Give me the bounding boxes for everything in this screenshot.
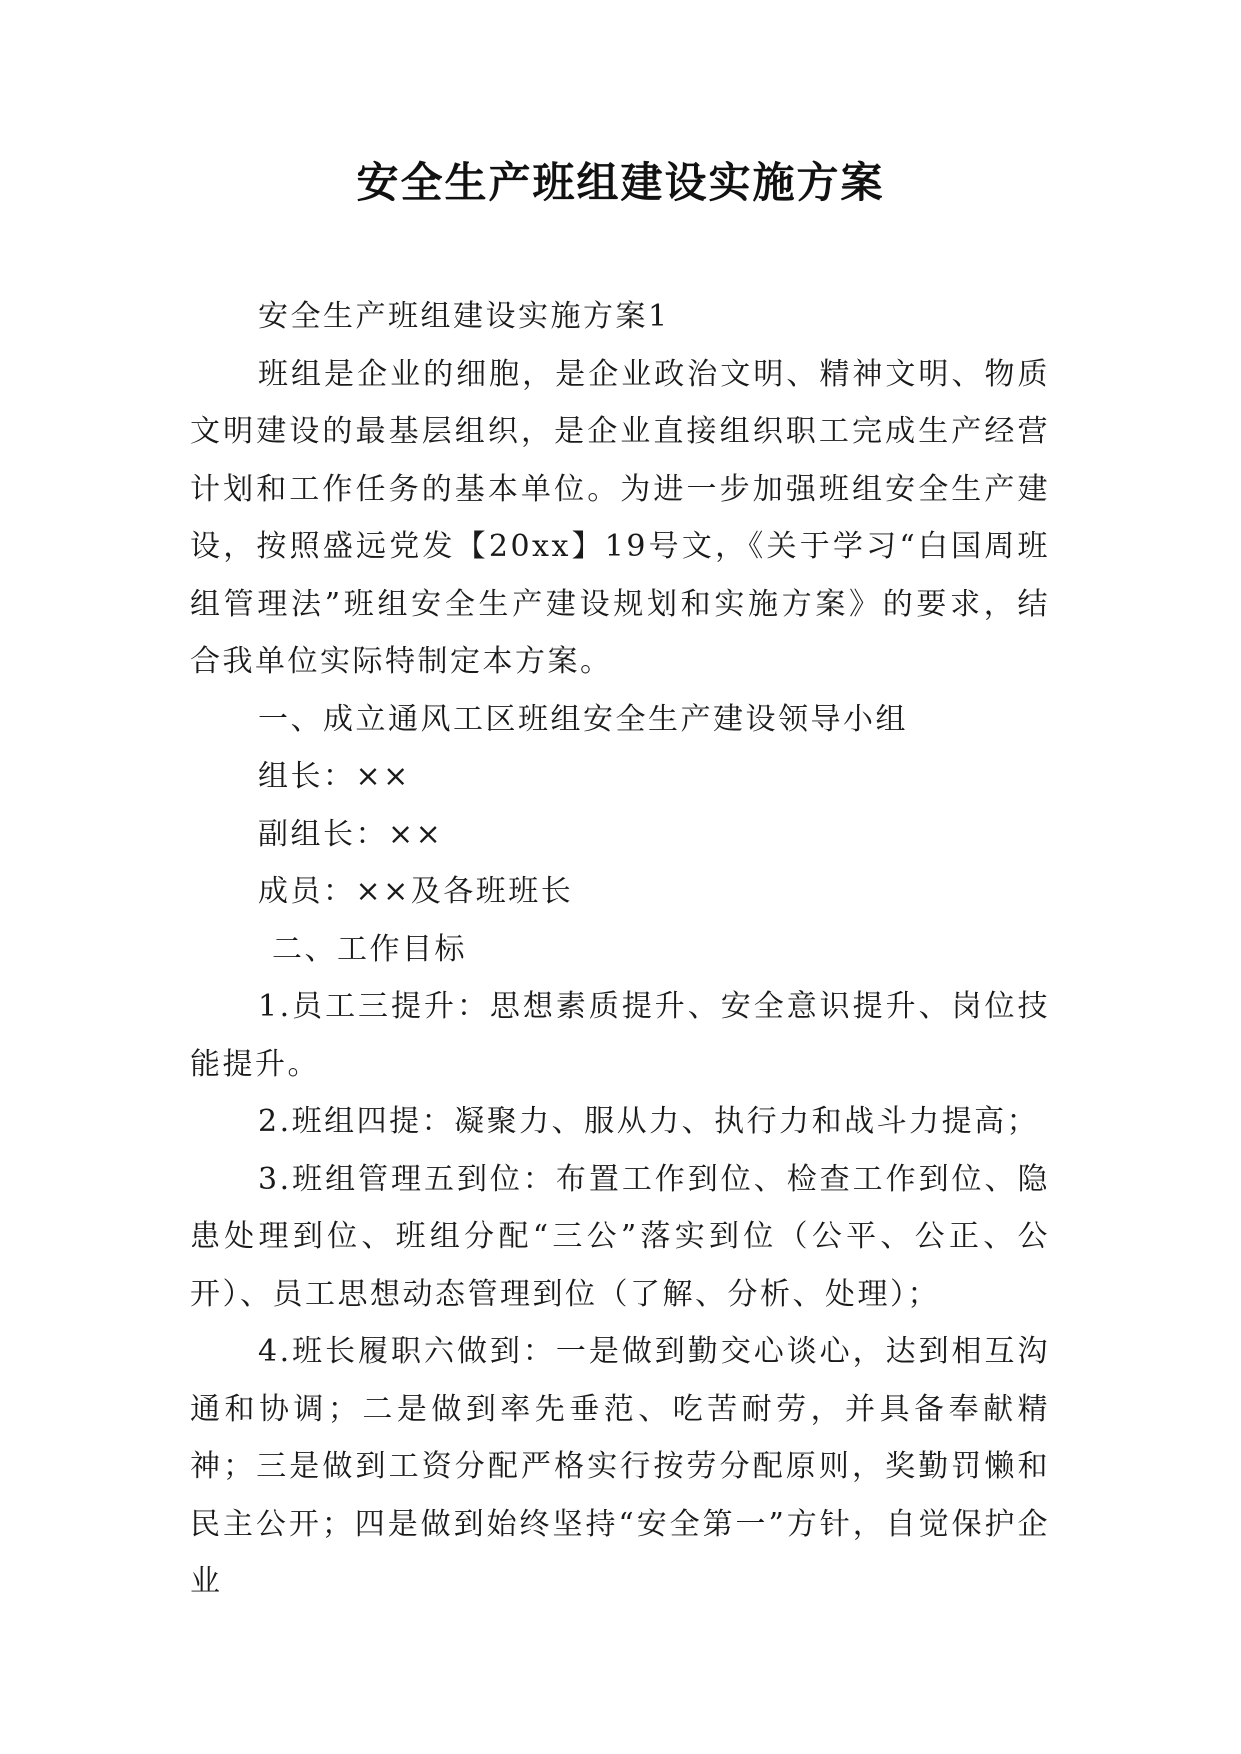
paragraph-goal-4: 4.班长履职六做到：一是做到勤交心谈心，达到相互沟通和协调；二是做到率先垂范、吃苦耐劳，并具备奉献精神；三是做到工资分配严格实行按劳分配原则，奖勤罚懒和民主公开；四是做到始终坚持“安全第一”方针，自觉保护企业 [190, 1334, 1050, 1599]
paragraph-members: 成员：××及各班班长 [258, 874, 574, 909]
heading-section-2: 二、工作目标 [272, 931, 467, 967]
paragraph-goal-1: 1.员工三提升：思想素质提升、安全意识提升、岗位技能提升。 [190, 989, 1050, 1082]
document-body [190, 288, 1050, 1611]
paragraph-subtitle: 安全生产班组建设实施方案1 [258, 299, 670, 334]
heading-section-1: 一、成立通风工区班组安全生产建设领导小组 [258, 701, 908, 737]
paragraph-goal-2: 2.班组四提：凝聚力、服从力、执行力和战斗力提高； [258, 1104, 1040, 1139]
paragraph-leader: 组长：×× [258, 759, 411, 794]
paragraph-deputy-leader: 副组长：×× [258, 816, 444, 852]
document-title: 安全生产班组建设实施方案 [356, 158, 885, 207]
paragraph-intro: 班组是企业的细胞，是企业政治文明、精神文明、物质文明建设的最基层组织，是企业直接组织职工完成生产经营计划和工作任务的基本单位。为进一步加强班组安全生产建设，按照盛远党发【20xx】19号文，《关于学习“白国周班组管理法”班组安全生产建设规划和实施方案》的要求，结合我单位实际特制定本方案。 [190, 356, 1050, 679]
paragraph-goal-3: 3.班组管理五到位：布置工作到位、检查工作到位、隐患处理到位、班组分配“三公”落实到位（公平、公正、公开）、员工思想动态管理到位（了解、分析、处理）； [190, 1161, 1050, 1312]
